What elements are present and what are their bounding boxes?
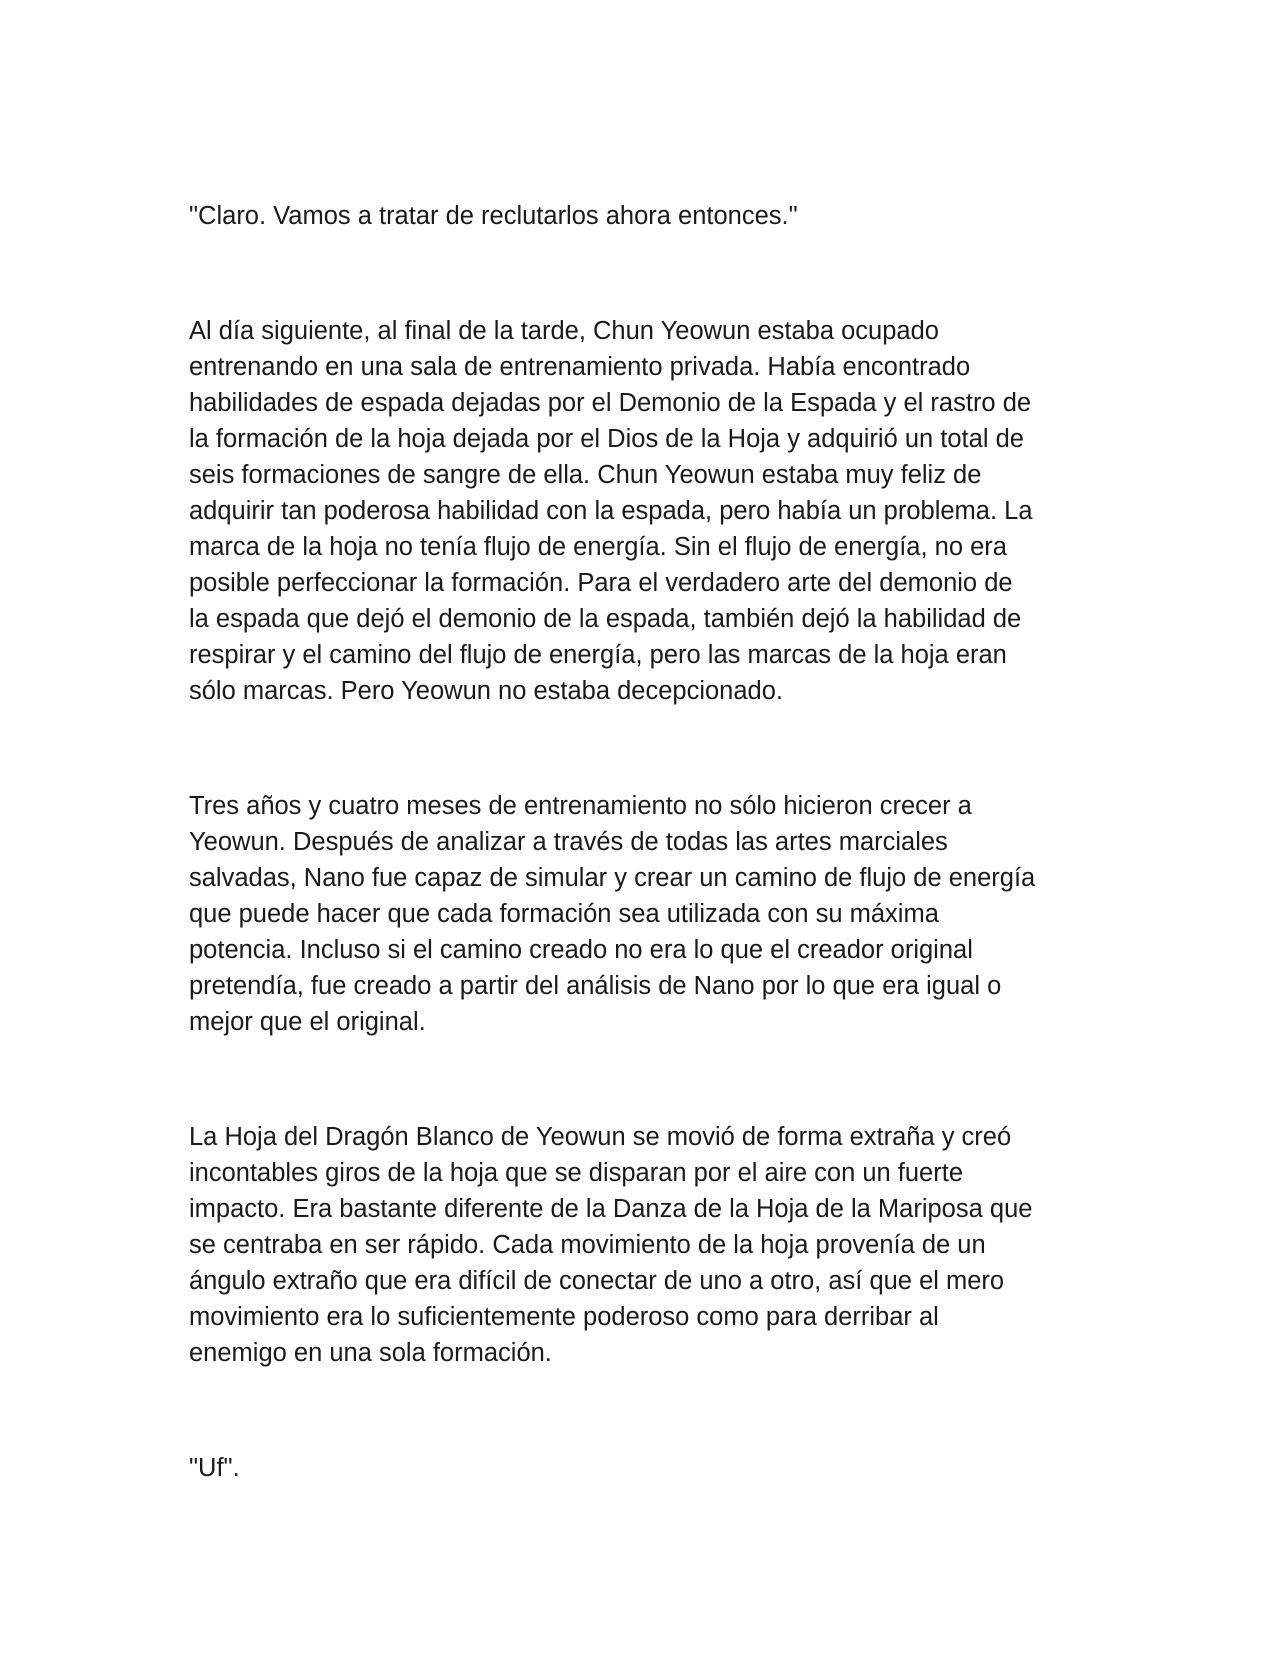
text-line: enemigo en una sola formación.: [189, 1339, 552, 1367]
text-line: que puede hacer que cada formación sea utilizada con su máxima: [189, 900, 939, 928]
paragraph-4: [189, 1119, 1099, 1371]
text-line: La Hoja del Dragón Blanco de Yeowun se movió de forma extraña y creó: [189, 1123, 1012, 1151]
text-line: marca de la hoja no tenía flujo de energía. Sin el flujo de energía, no era: [189, 533, 1007, 561]
text-line: sólo marcas. Pero Yeowun no estaba decepcionado.: [189, 677, 783, 705]
text-line: "Uf".: [189, 1454, 240, 1482]
text-line: Yeowun. Después de analizar a través de todas las artes marciales: [189, 828, 948, 856]
text-line: adquirir tan poderosa habilidad con la espada, pero había un problema. La: [189, 497, 1033, 525]
text-line: incontables giros de la hoja que se disparan por el aire con un fuerte: [189, 1159, 964, 1187]
text-line: salvadas, Nano fue capaz de simular y crear un camino de flujo de energía: [189, 864, 1036, 892]
text-line: impacto. Era bastante diferente de la Danza de la Hoja de la Mariposa que: [189, 1195, 1033, 1223]
text-line: ángulo extraño que era difícil de conectar de uno a otro, así que el mero: [189, 1267, 1005, 1295]
text-line: la espada que dejó el demonio de la espada, también dejó la habilidad de: [189, 605, 1022, 633]
text-line: "Claro. Vamos a tratar de reclutarlos ahora entonces.": [189, 202, 798, 230]
text-line: posible perfeccionar la formación. Para el verdadero arte del demonio de: [189, 569, 1013, 597]
document-page: [189, 198, 1099, 1486]
text-line: Al día siguiente, al final de la tarde, Chun Yeowun estaba ocupado: [189, 317, 939, 345]
text-line: pretendía, fue creado a partir del análisis de Nano por lo que era igual o: [189, 972, 1002, 1000]
text-line: entrenando en una sala de entrenamiento privada. Había encontrado: [189, 353, 971, 381]
paragraph-3: [189, 788, 1099, 1040]
text-line: la formación de la hoja dejada por el Dios de la Hoja y adquirió un total de: [189, 425, 1024, 453]
paragraph-1: [189, 198, 1099, 234]
paragraph-5: [189, 1450, 1099, 1486]
text-line: seis formaciones de sangre de ella. Chun Yeowun estaba muy feliz de: [189, 461, 982, 489]
text-line: movimiento era lo suficientemente poderoso como para derribar al: [189, 1303, 939, 1331]
paragraph-2: [189, 313, 1099, 709]
text-line: Tres años y cuatro meses de entrenamiento no sólo hicieron crecer a: [189, 792, 972, 820]
text-line: mejor que el original.: [189, 1008, 426, 1036]
text-line: se centraba en ser rápido. Cada movimiento de la hoja provenía de un: [189, 1231, 986, 1259]
text-line: respirar y el camino del flujo de energía, pero las marcas de la hoja eran: [189, 641, 1007, 669]
text-line: potencia. Incluso si el camino creado no era lo que el creador original: [189, 936, 973, 964]
text-line: habilidades de espada dejadas por el Demonio de la Espada y el rastro de: [189, 389, 1032, 417]
